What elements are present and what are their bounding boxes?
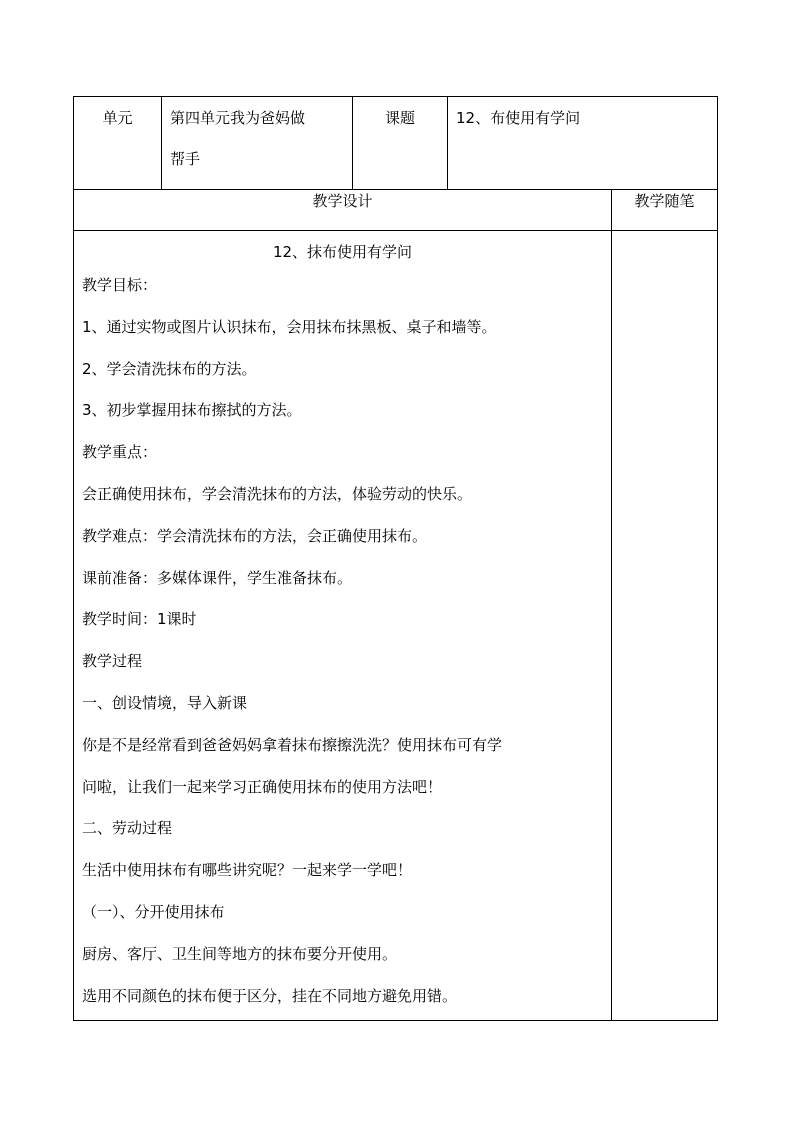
unit-label: 单元: [102, 109, 133, 127]
content-line: 厨房、客厅、卫生间等地方的抹布要分开使用。: [82, 944, 398, 963]
content-line: 课前准备：多媒体课件，学生准备抹布。: [82, 568, 353, 587]
content-line: 二、劳动过程: [82, 819, 173, 838]
design-header-cell: [74, 190, 612, 231]
header-row: [74, 97, 718, 190]
topic-value-cell: [448, 97, 718, 190]
content-line: 教学时间：1课时: [82, 610, 197, 629]
content-line: 你是不是经常看到爸爸妈妈拿着抹布擦擦洗洗？使用抹布可有学: [82, 735, 503, 754]
notes-header-cell: [612, 190, 718, 231]
unit-value-line1: 第四单元我为爸妈做: [170, 109, 306, 127]
section-header-row: [74, 190, 718, 231]
notes-header: 教学随笔: [634, 192, 695, 210]
content-line: 教学目标：: [82, 276, 158, 294]
lesson-plan-table: [73, 96, 718, 1021]
content-line: 一、创设情境，导入新课: [82, 693, 248, 712]
content-line: 教学过程: [82, 652, 143, 671]
design-header: 教学设计: [312, 192, 373, 210]
content-line: 3、初步掌握用抹布擦拭的方法。: [82, 401, 302, 420]
topic-label-cell: [353, 97, 448, 190]
unit-value-cell: [162, 97, 353, 190]
topic-label: 课题: [384, 109, 415, 127]
body-row: [74, 231, 718, 1021]
content-line: 教学重点：: [82, 443, 158, 462]
topic-value: 12、布使用有学问: [456, 109, 581, 127]
lesson-content: [74, 265, 611, 1017]
content-line: 1、通过实物或图片认识抹布，会用抹布抹黑板、桌子和墙等。: [82, 317, 497, 336]
content-line: 选用不同颜色的抹布便于区分，挂在不同地方避免用错。: [82, 986, 458, 1005]
content-line: 会正确使用抹布，学会清洗抹布的方法，体验劳动的快乐。: [82, 484, 473, 503]
unit-label-cell: [74, 97, 162, 190]
lesson-title: 12、抹布使用有学问: [272, 243, 413, 261]
content-line: 生活中使用抹布有哪些讲究呢？一起来学一学吧！: [82, 861, 413, 880]
content-line: 问啦，让我们一起来学习正确使用抹布的使用方法吧！: [82, 777, 443, 796]
unit-value-line2: 帮手: [170, 150, 201, 168]
content-line: （一）、分开使用抹布: [82, 902, 225, 921]
design-content-cell: [74, 231, 612, 1021]
content-line: 2、学会清洗抹布的方法。: [82, 359, 257, 378]
content-line: 教学难点：学会清洗抹布的方法，会正确使用抹布。: [82, 526, 428, 545]
notes-content-cell: [612, 231, 718, 1021]
